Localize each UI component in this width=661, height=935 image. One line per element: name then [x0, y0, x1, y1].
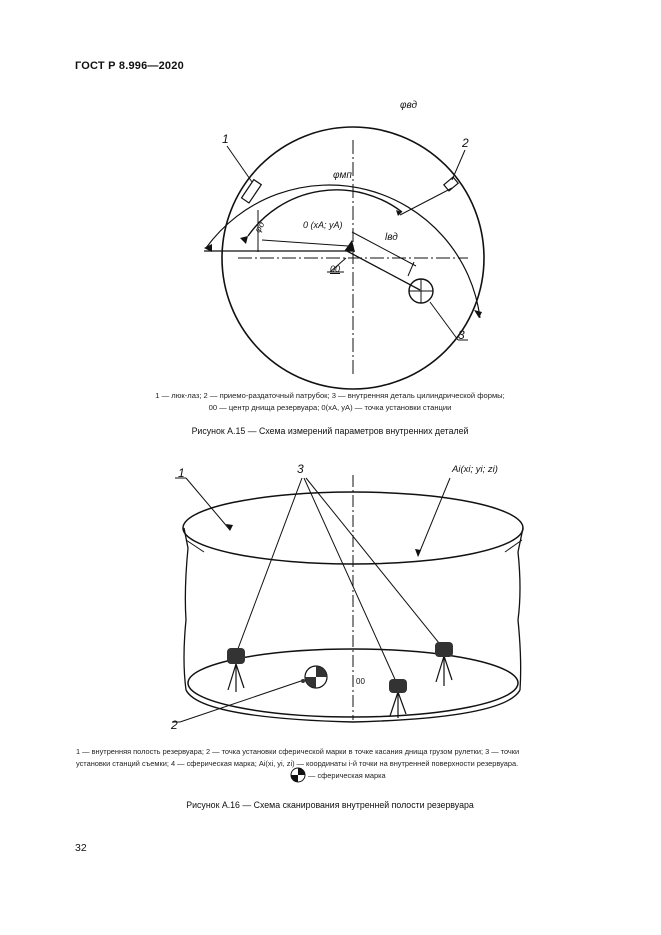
label-number-1: 1: [222, 132, 229, 146]
label-point-ai: Ai(xi; yi; zi): [452, 464, 498, 475]
label-number-1-fig16: 1: [178, 466, 185, 480]
figure-16-legend-line-3: — сферическая марка: [308, 771, 386, 780]
label-number-3: 3: [458, 328, 465, 342]
figure-15-title: Рисунок А.15 — Схема измерений параметров внутренних деталей: [191, 426, 469, 436]
label-number-2-fig16: 2: [171, 718, 178, 732]
label-phi-d: φд: [252, 219, 267, 235]
label-number-2: 2: [462, 136, 469, 150]
label-l-vd: lвд: [385, 232, 398, 243]
label-phi-vd: φвд: [400, 100, 418, 111]
document-header: ГОСТ Р 8.996—2020: [75, 60, 184, 72]
label-center-00: 00: [330, 264, 341, 274]
label-phi-mp: φмп: [333, 170, 352, 181]
figure-16-legend-line-2: установки станций съемки; 4 — сферическая марка; Ai(xi, yi, zi) — координаты i-й точки на внутренней поверхности резервуара.: [76, 759, 519, 768]
label-center-00-fig16: 00: [356, 677, 365, 686]
figure-15-legend-line-2: 00 — центр днища резервуара; 0(xA, yA) — точка установки станции: [208, 403, 452, 412]
label-number-3-fig16: 3: [297, 462, 304, 476]
label-station-coords: 0 (xA; yA): [303, 220, 343, 230]
page-number: 32: [75, 842, 87, 854]
figure-15-legend-line-1: 1 — люк-лаз; 2 — приемо-раздаточный патрубок; 3 — внутренняя деталь цилиндрической формы;: [155, 391, 505, 400]
figure-16-legend-line-1: 1 — внутренняя полость резервуара; 2 — точка установки сферической марки в точке касания днища грузом рулетки; 3 — точки: [76, 747, 520, 756]
figure-16-legend: [76, 746, 588, 782]
figure-16-title: Рисунок А.16 — Схема сканирования внутренней полости резервуара: [186, 800, 474, 810]
